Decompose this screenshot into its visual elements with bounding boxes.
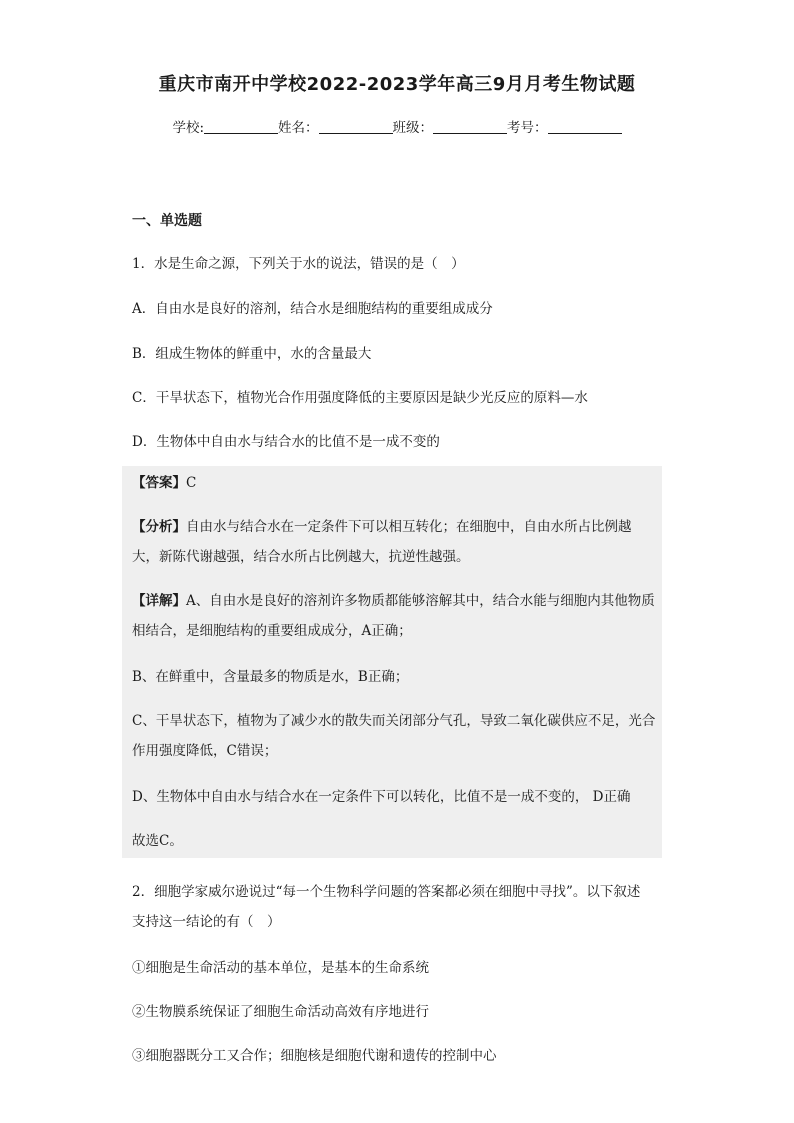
q1-option-a: A．自由水是良好的溶剂，结合水是细胞结构的重要组成成分 bbox=[132, 301, 493, 317]
class-label: 班级： bbox=[392, 120, 434, 136]
name-label: 姓名： bbox=[278, 120, 319, 136]
q2-item-3: ③细胞器既分工又合作；细胞核是细胞代谢和遗传的控制中心 bbox=[132, 1048, 497, 1064]
q1-stem: 1．水是生命之源，下列关于水的说法，错误的是（ ） bbox=[132, 256, 465, 272]
q1-detail-a bbox=[132, 586, 656, 646]
q1-conclusion: 故选C。 bbox=[132, 833, 183, 849]
q1-analysis bbox=[132, 512, 656, 572]
student-info-fields bbox=[0, 116, 794, 136]
q2-item-1: ①细胞是生命活动的基本单位，是基本的生命系统 bbox=[132, 960, 429, 976]
analysis-tag: 【分析】 bbox=[132, 519, 186, 535]
q1-option-c: C．干旱状态下，植物光合作用强度降低的主要原因是缺少光反应的原料—水 bbox=[132, 390, 588, 406]
q1-detail-d: D、生物体中自由水与结合水在一定条件下可以转化，比值不是一成不变的， D正确 bbox=[132, 789, 631, 805]
q1-option-d: D．生物体中自由水与结合水的比值不是一成不变的 bbox=[132, 434, 440, 450]
exam-no-label: 考号： bbox=[507, 120, 548, 136]
detail-a-text: A、自由水是良好的溶剂许多物质都能够溶解其中，结合水能与细胞内其他物质相结合，是细胞结构的重要组成成分，A正确； bbox=[132, 593, 655, 639]
analysis-text: 自由水与结合水在一定条件下可以相互转化；在细胞中，自由水所占比例越大，新陈代谢越强，结合水所占比例越大，抗逆性越强。 bbox=[132, 519, 632, 565]
q1-answer bbox=[132, 468, 656, 498]
answer-value: C bbox=[186, 475, 197, 491]
class-blank[interactable] bbox=[433, 119, 507, 134]
exam-title: 重庆市南开中学校2022-2023学年高三9月月考生物试题 bbox=[158, 74, 636, 95]
detail-tag: 【详解】 bbox=[132, 593, 186, 609]
school-blank[interactable] bbox=[204, 119, 278, 134]
q1-detail-c: C、干旱状态下，植物为了减少水的散失而关闭部分气孔，导致二氧化碳供应不足，光合作用强度降低，C错误； bbox=[132, 713, 656, 759]
q1-detail-b: B、在鲜重中，含量最多的物质是水，B正确； bbox=[132, 669, 409, 685]
q1-answer-box bbox=[122, 466, 662, 858]
exam-no-blank[interactable] bbox=[548, 119, 622, 134]
q2-stem-line2: 支持这一结论的有（ ） bbox=[132, 914, 281, 930]
school-label: 学校: bbox=[172, 120, 205, 136]
q2-item-2: ②生物膜系统保证了细胞生命活动高效有序地进行 bbox=[132, 1004, 429, 1020]
q2-stem-line1: 2．细胞学家威尔逊说过“每一个生物科学问题的答案都必须在细胞中寻找”。以下叙述 bbox=[132, 884, 641, 900]
q1-option-b: B．组成生物体的鲜重中，水的含量最大 bbox=[132, 346, 372, 362]
answer-tag: 【答案】 bbox=[132, 475, 186, 491]
name-blank[interactable] bbox=[319, 119, 393, 134]
section-title: 一、单选题 bbox=[132, 213, 202, 229]
